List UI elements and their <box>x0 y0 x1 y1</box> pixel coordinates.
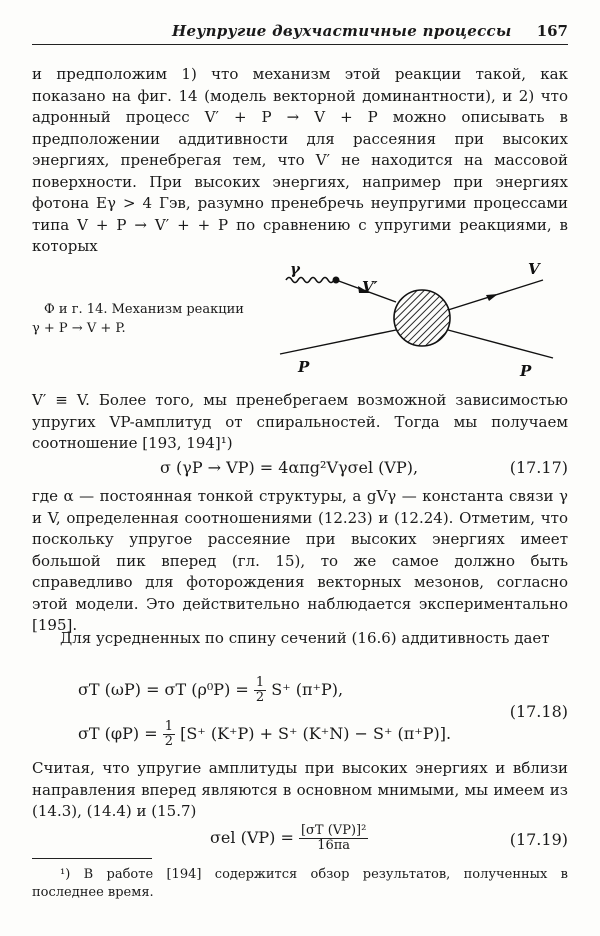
label-p-out: P <box>520 362 532 380</box>
equation-number-17-19: (17.19) <box>509 830 568 849</box>
p-out-line <box>448 330 553 358</box>
eq-1719-num: [σT (VP)]² <box>300 823 367 838</box>
eq-1718a-num: 1 <box>255 675 265 690</box>
feynman-diagram <box>258 258 568 386</box>
equation-17-18b <box>78 720 451 749</box>
equation-17-18a <box>78 676 343 705</box>
paragraph-3: где α — постоянная тонкой структуры, а gVγ — константа связи γ и V, определенная соотношениями (12.23) и (12.24). Отметим, что поскольку упругое рассеяние при высоких энергиях имеет большой пик вперед (гл. 15), то же самое должно быть справедливо для фоторождения векторных мезонов, согласно этой модели. Это действительно наблюдается экспериментально [195]. <box>32 487 568 634</box>
eq-1719-fraction <box>299 824 368 853</box>
paragraph-1: и предположим 1) что механизм этой реакции такой, как показано на фиг. 14 (модель векторной доминантности), и 2) что адронный процесс V′ + P → V + P можно описывать в предположении аддитивности для рассеяния при высоких энергиях, пренебрегая тем, что V′ не находится на массовой поверхности. При высоких энергиях, например при энергиях фотона Eγ > 4 Гэв, разумно пренебречь неупругими процессами типа V + P → V′ + + P по сравнению с упругими реакциями, в которых <box>32 65 568 255</box>
equation-number-17-17: (17.17) <box>509 458 568 477</box>
p-in-line <box>280 330 396 354</box>
eq-1719-den: 16πa <box>317 838 351 853</box>
eq-1718b-rhs: [S⁺ (K⁺P) + S⁺ (K⁺N) − S⁺ (π⁺P)]. <box>180 724 452 743</box>
v-arrow <box>486 294 498 301</box>
label-vprime: V′ <box>362 278 378 296</box>
paragraph-5: Считая, что упругие амплитуды при высоких энергиях и вблизи направления вперед являются в основном мнимыми, мы имеем из (14.3), (14.4) и (15.7) <box>32 759 568 820</box>
footnote-rule <box>32 858 152 859</box>
eq-1718b-fraction <box>163 720 175 749</box>
label-p-in: P <box>298 358 310 376</box>
eq-1718b-num: 1 <box>164 719 173 734</box>
eq-1718a-den: 2 <box>255 690 265 705</box>
eq-1718b-den: 2 <box>164 734 173 749</box>
equation-number-17-18: (17.18) <box>509 702 568 721</box>
page-header <box>32 22 568 44</box>
equation-17-19 <box>210 824 368 853</box>
paragraph-2: V′ ≡ V. Более того, мы пренебрегаем возможной зависимостью упругих VP-амплитуд от спиральностей. Тогда мы получаем соотношение [193, 194]¹) <box>32 391 568 452</box>
running-title: Неупругие двухчастичные процессы <box>172 22 512 40</box>
eq-1718a-fraction <box>254 676 266 705</box>
figure-caption: Ф и г. 14. Механизм реакции γ + P → V + P. <box>32 302 244 336</box>
label-v: V <box>528 260 540 278</box>
hadron-blob <box>394 290 450 346</box>
photon-line <box>286 278 334 283</box>
footnote: ¹) В работе [194] содержится обзор результатов, полученных в последнее время. <box>32 867 568 900</box>
equation-17-17: σ (γP → VP) = 4απg²Vγσel (VP), <box>160 458 419 477</box>
eq-1718b-lhs: σT (φP) = <box>78 724 158 743</box>
page-number: 167 <box>536 22 568 40</box>
eq-1718a-rhs: S⁺ (π⁺P), <box>271 680 344 699</box>
eq-1718a-lhs: σT (ωP) = σT (ρ⁰P) = <box>78 680 249 699</box>
header-rule <box>32 44 568 45</box>
eq-1719-lhs: σel (VP) = <box>210 828 294 847</box>
label-gamma: γ <box>290 260 300 278</box>
paragraph-4: Для усредненных по спину сечений (16.6) аддитивность дает <box>60 629 550 647</box>
